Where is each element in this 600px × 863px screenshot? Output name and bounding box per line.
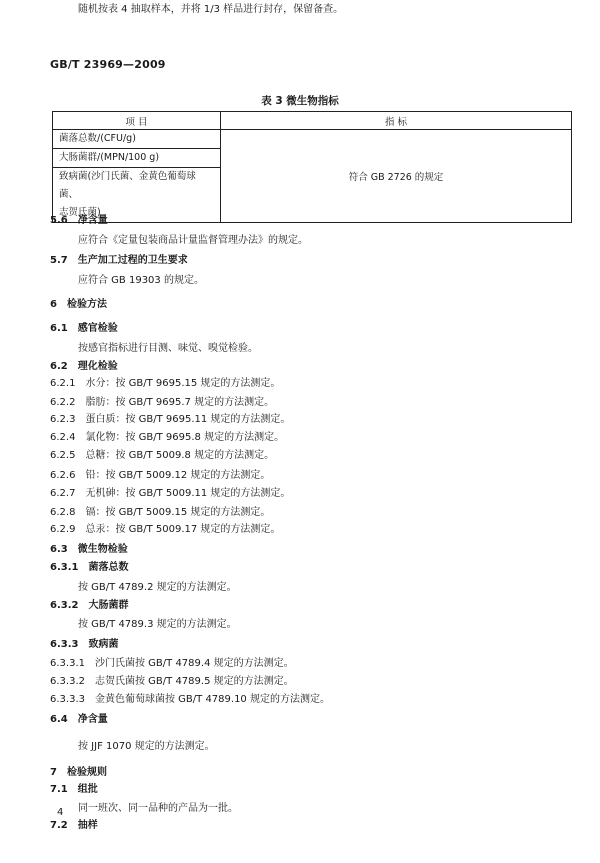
clause-number: 6.2.5 [50, 450, 76, 461]
clause-number: 6.3.3.2 [50, 676, 85, 687]
clause-text: 理化检验 [77, 361, 118, 372]
paragraph-line [50, 484, 290, 499]
clause-text: 按 GB/T 4789.3 规定的方法测定。 [78, 619, 237, 630]
clause-number: 6.3.3.3 [50, 694, 85, 705]
clause-number: 6.2 [50, 361, 68, 372]
paragraph-line [50, 410, 290, 425]
table-row-item: 大肠菌群/(MPN/100 g) [53, 149, 221, 168]
clause-number: 6.4 [50, 714, 68, 725]
paragraph-line [50, 374, 280, 389]
clause-text: 净含量 [77, 714, 108, 725]
clause-number: 6.2.2 [50, 397, 76, 408]
paragraph-line [78, 737, 215, 752]
section-heading [50, 540, 128, 555]
table-row-item-line: 致病菌(沙门氏菌、金黄色葡萄球菌、 [59, 171, 196, 200]
clause-text: 脂肪：按 GB/T 9695.7 规定的方法测定。 [85, 397, 275, 408]
microbiological-table [52, 111, 572, 223]
paragraph-line [50, 393, 274, 408]
section-heading [50, 635, 118, 650]
clause-text: 铅：按 GB/T 5009.12 规定的方法测定。 [85, 470, 271, 481]
clause-number: 7.2 [50, 820, 68, 831]
clause-number: 6.3.1 [50, 562, 79, 573]
section-heading [50, 763, 107, 778]
clause-text: 随机按表 4 抽取样本，并将 1/3 样品进行封存，保留备查。 [78, 4, 344, 15]
clause-number: 6 [50, 299, 57, 310]
paragraph-line [78, 0, 343, 15]
section-heading [50, 816, 98, 831]
clause-text: 按 GB/T 4789.2 规定的方法测定。 [78, 582, 237, 593]
clause-number: 6.3.3.1 [50, 658, 85, 669]
clause-number: 6.3.2 [50, 600, 79, 611]
clause-number: 5.7 [50, 255, 68, 266]
paragraph-line [50, 503, 270, 518]
clause-text: 抽样 [77, 820, 98, 831]
clause-number: 6.3 [50, 544, 68, 555]
paragraph-line [50, 428, 284, 443]
section-heading [50, 596, 128, 611]
clause-text: 总汞：按 GB/T 5009.17 规定的方法测定。 [85, 524, 281, 535]
table-row-item: 菌落总数/(CFU/g) [53, 130, 221, 149]
table-row-item-line: 志贺氏菌) [59, 207, 101, 218]
section-heading [50, 211, 108, 226]
clause-text: 应符合 GB 19303 的规定。 [78, 275, 204, 286]
clause-text: 检验规则 [66, 767, 107, 778]
clause-number: 6.2.1 [50, 378, 76, 389]
paragraph-line [78, 615, 237, 630]
clause-text: 生产加工过程的卫生要求 [77, 255, 188, 266]
clause-text: 蛋白质：按 GB/T 9695.11 规定的方法测定。 [85, 414, 291, 425]
paragraph-line [50, 520, 280, 535]
clause-number: 6.2.7 [50, 488, 76, 499]
clause-text: 微生物检验 [77, 544, 128, 555]
clause-text: 沙门氏菌按 GB/T 4789.4 规定的方法测定。 [95, 658, 294, 669]
clause-text: 菌落总数 [88, 562, 129, 573]
table-caption: 表 3 微生物指标 [261, 95, 339, 107]
clause-text: 镉：按 GB/T 5009.15 规定的方法测定。 [85, 507, 271, 518]
clause-text: 致病菌 [88, 639, 119, 650]
clause-number: 7 [50, 767, 57, 778]
paragraph-line [50, 466, 270, 481]
clause-number: 6.3.3 [50, 639, 79, 650]
section-heading [50, 558, 128, 573]
page-number: 4 [57, 807, 64, 818]
section-heading [50, 319, 118, 334]
clause-number: 6.2.3 [50, 414, 76, 425]
clause-text: 同一班次、同一品种的产品为一批。 [78, 803, 238, 814]
section-heading [50, 780, 98, 795]
paragraph-line [78, 339, 258, 354]
clause-number: 7.1 [50, 784, 68, 795]
clause-text: 氯化物：按 GB/T 9695.8 规定的方法测定。 [85, 432, 285, 443]
clause-text: 按 JJF 1070 规定的方法测定。 [78, 741, 215, 752]
paragraph-line [78, 799, 238, 814]
clause-text: 金黄色葡萄球菌按 GB/T 4789.10 规定的方法测定。 [95, 694, 330, 705]
section-heading [50, 357, 118, 372]
clause-text: 志贺氏菌按 GB/T 4789.5 规定的方法测定。 [95, 676, 294, 687]
clause-text: 检验方法 [66, 299, 107, 310]
clause-text: 无机砷：按 GB/T 5009.11 规定的方法测定。 [85, 488, 291, 499]
clause-number: 6.2.9 [50, 524, 76, 535]
paragraph-line [50, 672, 294, 687]
clause-number: 5.6 [50, 215, 68, 226]
clause-text: 按感官指标进行目测、味觉、嗅觉检验。 [78, 343, 258, 354]
clause-number: 6.2.8 [50, 507, 76, 518]
clause-text: 总糖：按 GB/T 5009.8 规定的方法测定。 [85, 450, 275, 461]
paragraph-line [78, 271, 204, 286]
clause-text: 大肠菌群 [88, 600, 129, 611]
clause-number: 6.2.6 [50, 470, 76, 481]
column-header-item: 项 目 [53, 112, 221, 130]
section-heading [50, 251, 188, 266]
paragraph-line [50, 446, 274, 461]
section-heading [50, 710, 108, 725]
clause-text: 水分：按 GB/T 9695.15 规定的方法测定。 [85, 378, 281, 389]
clause-text: 组批 [77, 784, 98, 795]
paragraph-line [50, 654, 294, 669]
requirement-cell: 符合 GB 2726 的规定 [221, 130, 572, 223]
paragraph-line [50, 690, 330, 705]
standard-code: GB/T 23969—2009 [50, 58, 166, 71]
clause-text: 应符合《定量包装商品计量监督管理办法》的规定。 [78, 235, 308, 246]
clause-number: 6.1 [50, 323, 68, 334]
paragraph-line [78, 578, 237, 593]
clause-text: 感官检验 [77, 323, 118, 334]
clause-text: 净含量 [77, 215, 108, 226]
section-heading [50, 295, 107, 310]
clause-number: 6.2.4 [50, 432, 76, 443]
paragraph-line [78, 231, 308, 246]
column-header-requirement: 指 标 [221, 112, 572, 130]
